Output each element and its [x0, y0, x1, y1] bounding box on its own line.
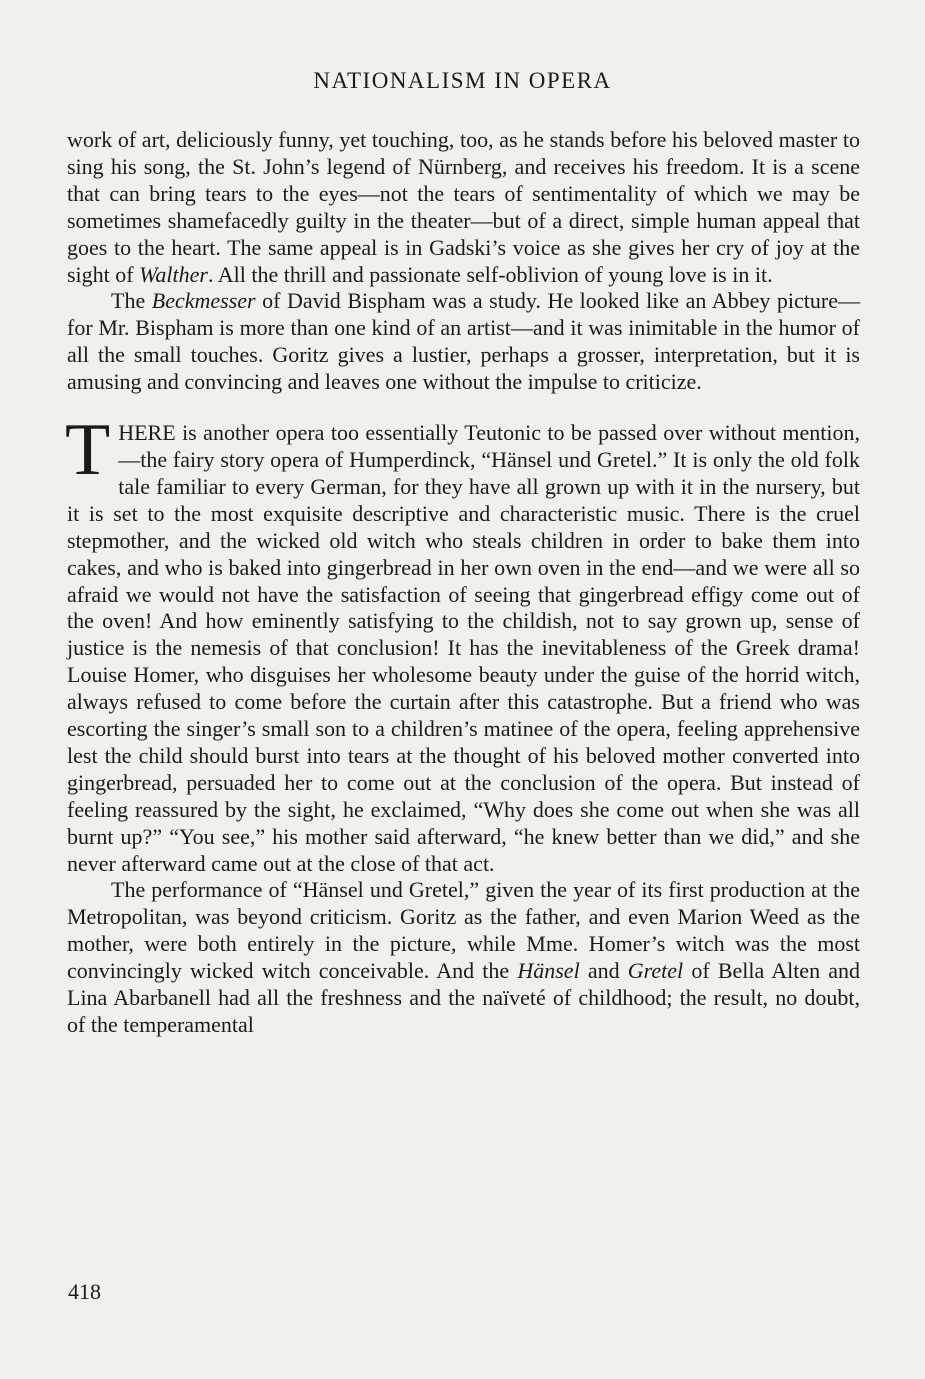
paragraph-performance: [67, 877, 860, 1038]
text-segment: of Bella Alten and Lina Abarbanell had all the freshness and the naïveté of childhood; the result, no doubt, of the temperamental: [67, 958, 861, 1037]
italic-name-gretel: Gretel: [627, 958, 684, 984]
paragraph-continuation: [67, 127, 860, 288]
paragraph-hansel-und-gretel: [65, 409, 860, 877]
page-number: 418: [68, 1279, 101, 1304]
text-segment: of David Bispham was a study. He looked like an Abbey picture—for Mr. Bispham is more than one kind of an artist—and it was inimitable in the humor of all the small touches. Goritz gives a lustier, perhaps a grosser, interpretation, but it is amusing and convincing and leaves one without the impulse to criticize.: [67, 288, 860, 395]
running-head: NATIONALISM IN OPERA: [313, 68, 612, 93]
paragraph-beckmesser: [67, 288, 860, 396]
body-text: [67, 127, 860, 1039]
italic-name-walther: Walther: [139, 261, 208, 287]
text-segment: HERE is another opera too essentially Teutonic to be passed over without mention,—the fairy story opera of Humperdinck, “Hänsel und Gretel.” It is only the old folk tale familiar to every German, for they have all grown up with it in the nursery, but it is set to the most exquisite descriptive and characteristic music. There is the cruel stepmother, and the wicked old witch who steals children in order to bake them into cakes, and who is baked into gingerbread in her own oven in the end—and we were all so afraid we would not have the satisfaction of seeing that gingerbread effigy come out of the oven! And how eminently satisfying to the childish, not to say grown up, sense of justice is the nemesis of that conclusion! It has the inevitableness of the Greek drama! Louise Homer, who disguises her wholesome beauty under the guise of the horrid witch, always refused to come before the curtain after this catastrophe. But a friend who was escorting the singer’s small son to a children’s matinee of the opera, feeling apprehensive lest the child should burst into tears at the thought of his beloved mother converted into gingerbread, persuaded her to come out at the conclusion of the opera. But instead of feeling reassured by the sight, he exclaimed, “Why does she come out when she was all burnt up?” “You see,” his mother said afterward, “he knew better than we did,” and she never afterward came out at the close of that act.: [67, 420, 860, 876]
italic-name-hansel: Hänsel: [517, 958, 580, 984]
text-segment: and: [579, 958, 628, 984]
drop-cap: T: [65, 409, 111, 492]
text-segment: The: [111, 288, 152, 314]
text-segment: . All the thrill and passionate self-oblivion of young love is in it.: [207, 261, 773, 287]
italic-name-beckmesser: Beckmesser: [151, 288, 256, 314]
text-segment: The performance of “Hänsel und Gretel,” given the year of its first production at the Metropolitan, was beyond criticism. Goritz as the father, and even Marion Weed as the mother, were both entirely in the picture, while Mme. Homer’s witch was the most convincingly wicked witch conceivable. And the: [67, 877, 860, 984]
text-segment: work of art, deliciously funny, yet touching, too, as he stands before his beloved master to sing his song, the St. John’s legend of Nürnberg, and receives his freedom. It is a scene that can bring tears to the eyes—not the tears of sentimentality of which we may be sometimes shamefacedly guilty in the theater—but of a direct, simple human appeal that goes to the heart. The same appeal is in Gadski’s voice as she gives her cry of joy at the sight of: [67, 127, 860, 287]
